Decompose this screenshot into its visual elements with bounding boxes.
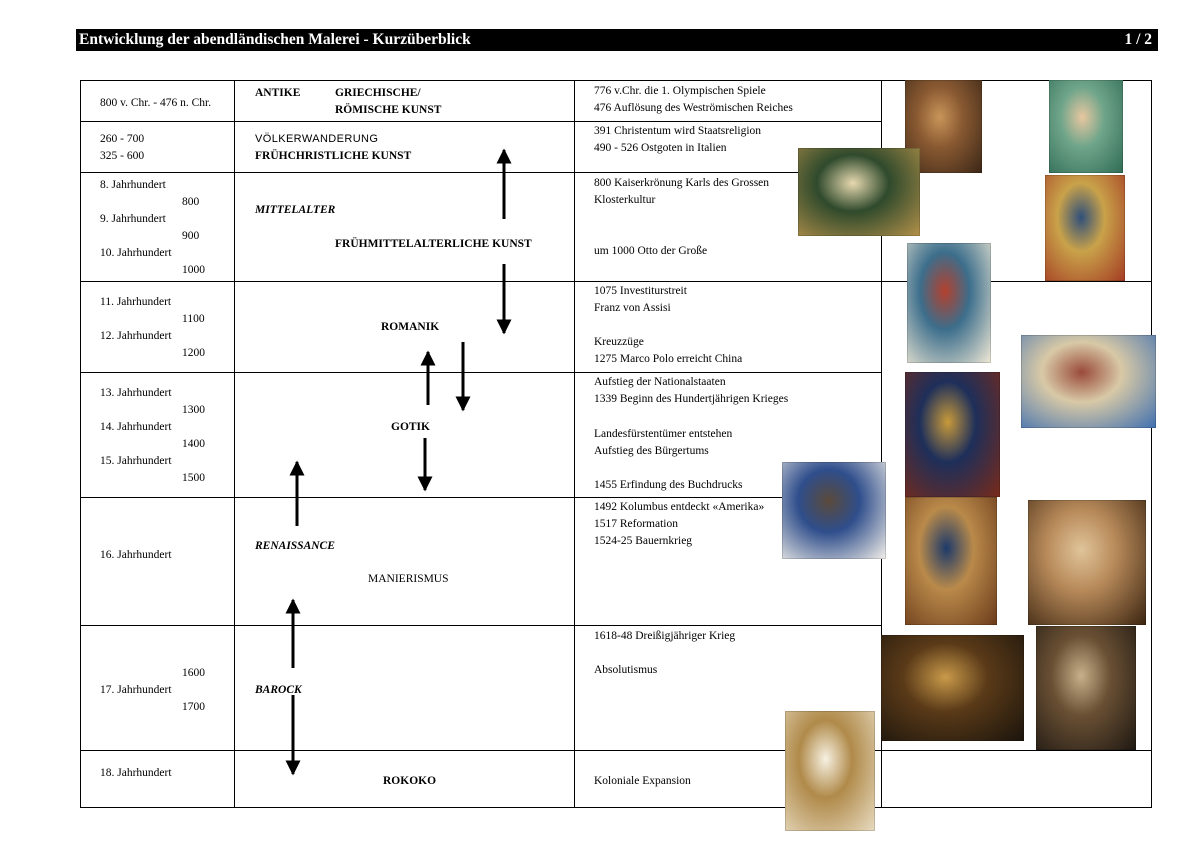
year-marker: 1600 [182,667,205,679]
year-marker: 1000 [182,264,205,276]
historical-event: Aufstieg des Bürgertums [594,445,709,457]
year-marker: 1300 [182,404,205,416]
historical-event: Kreuzzüge [594,336,644,348]
time-period: 10. Jahrhundert [100,247,172,259]
art-style-label: ROKOKO [383,775,437,787]
time-period: 14. Jahrhundert [100,421,172,433]
document-title: Entwicklung der abendländischen Malerei - Kurzüberblick [79,31,471,48]
year-marker: 1700 [182,701,205,713]
epoch-label: RENAISSANCE [255,540,335,552]
illuminated-initial-image [907,243,991,363]
historical-event: 1455 Erfindung des Buchdrucks [594,479,743,491]
epoch-label: MITTELALTER [255,204,336,216]
historical-event: Franz von Assisi [594,302,671,314]
historical-event: Aufstieg der Nationalstaaten [594,376,726,388]
time-period: 12. Jahrhundert [100,330,172,342]
historical-event: 1275 Marco Polo erreicht China [594,353,743,365]
time-period: 260 - 700 [100,133,145,145]
year-marker: 800 [182,196,200,208]
historical-event: 800 Kaiserkrönung Karls des Grossen [594,177,770,189]
marriage-of-virgin-image [905,497,997,625]
epoch-label: ANTIKE [255,87,301,99]
still-life-nautilus-image [1036,626,1136,750]
historical-event: 1075 Investiturstreit [594,285,687,297]
year-marker: 1200 [182,347,205,359]
roman-fresco-dancer-image [1049,80,1123,173]
year-marker: 1100 [182,313,205,325]
art-style-label: FRÜHCHRISTLICHE KUNST [255,150,412,162]
historical-event: Absolutismus [594,664,658,676]
ravenna-mosaic-image [798,148,920,236]
art-style-label: RÖMISCHE KUNST [335,104,442,116]
historical-event: 1517 Reformation [594,518,678,530]
parmigianino-mirror-portrait-image [1028,500,1146,625]
historical-event: 1339 Beginn des Hundertjährigen Krieges [594,393,789,405]
historical-event: 1524-25 Bauernkrieg [594,535,693,547]
year-marker: 1500 [182,472,205,484]
historical-event: 391 Christentum wird Staatsreligion [594,125,762,137]
historical-event: 1618-48 Dreißigjähriger Krieg [594,630,736,642]
giotto-fresco-image [1021,335,1156,428]
time-period: 16. Jahrhundert [100,549,172,561]
page-number: 1 / 2 [1124,31,1152,48]
art-style-label: GOTIK [391,421,430,433]
illuminated-manuscript-panels-image [1045,175,1125,281]
historical-event: Klosterkultur [594,194,656,206]
historical-event: Koloniale Expansion [594,775,691,787]
historical-event: 776 v.Chr. die 1. Olympischen Spiele [594,85,766,97]
time-period: 8. Jahrhundert [100,179,166,191]
historical-event: um 1000 Otto der Große [594,245,708,257]
time-period: 9. Jahrhundert [100,213,166,225]
epoch-label: VÖLKERWANDERUNG [255,133,379,145]
historical-event: 476 Auflösung des Weströmischen Reiches [594,102,793,114]
madonna-rose-bower-image [905,372,1000,497]
historical-event: 1492 Kolumbus entdeckt «Amerika» [594,501,765,513]
time-period: 17. Jahrhundert [100,684,172,696]
duerer-wing-image [782,462,886,559]
historical-event: 490 - 526 Ostgoten in Italien [594,142,727,154]
art-style-label: MANIERISMUS [368,573,449,585]
time-period: 325 - 600 [100,150,145,162]
epoch-label: BAROCK [255,684,302,696]
historical-event: Landesfürstentümer entstehen [594,428,733,440]
art-style-label: ROMANIK [381,321,440,333]
time-period: 11. Jahrhundert [100,296,172,308]
time-period: 18. Jahrhundert [100,767,172,779]
art-style-label: GRIECHISCHE/ [335,87,421,99]
time-period: 15. Jahrhundert [100,455,172,467]
year-marker: 1400 [182,438,205,450]
time-period: 13. Jahrhundert [100,387,172,399]
time-period: 800 v. Chr. - 476 n. Chr. [100,97,212,109]
rococo-church-interior-image [785,711,875,831]
night-watch-image [881,635,1024,741]
art-style-label: FRÜHMITTELALTERLICHE KUNST [335,238,532,250]
year-marker: 900 [182,230,200,242]
